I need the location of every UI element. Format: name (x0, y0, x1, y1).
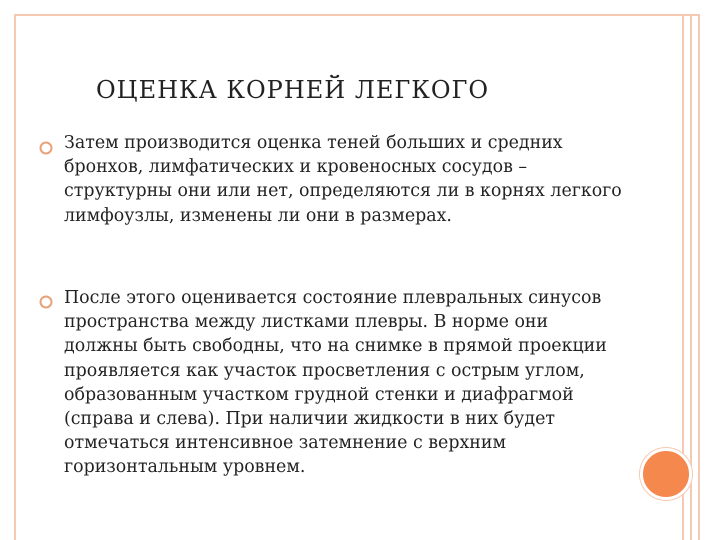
circle-ring-bullet-icon (38, 140, 54, 156)
frame-top-line (14, 14, 698, 16)
frame-left-line (14, 14, 16, 540)
slide-title: ОЦЕНКА КОРНЕЙ ЛЕГКОГО (96, 76, 490, 104)
bullet-text: После этого оценивается состояние плевральных синусов пространства между листками плевры. В норме они должны быть свободны, что на снимке в прямой проекции проявляется как участок просветления с острым углом, образованным участком грудной стенки и диафрагмой (справа и слева). При наличии жидкости в них будет отмечаться интенсивное затемнение с верхним горизонтальным уровнем. (64, 288, 607, 478)
frame-right-line (698, 14, 700, 540)
bullet-text: Затем производится оценка теней больших и средних бронхов, лимфатических и кровеносных сосудов – структурны они или нет, определяются ли в корнях легкого лимфоузлы, изменены ли они в размерах. (64, 133, 622, 226)
frame-right-line (690, 14, 692, 540)
decorative-circle (640, 448, 692, 500)
circle-ring-bullet-icon (38, 294, 54, 310)
